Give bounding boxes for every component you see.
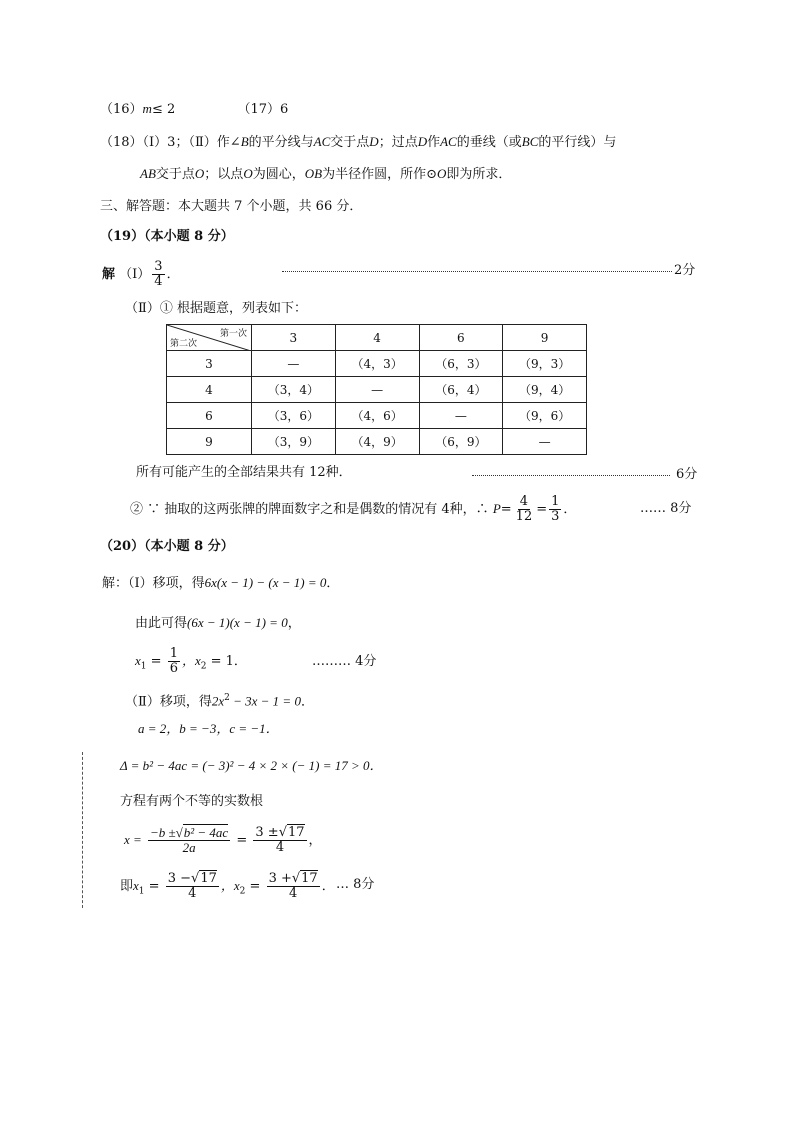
table-cell: （6，3） (419, 351, 503, 377)
table-cell: （4，3） (335, 351, 419, 377)
t: ． (563, 502, 577, 517)
num: 1 (551, 494, 560, 509)
q20-roots-part1 (135, 646, 247, 682)
t: 交于点 (330, 135, 370, 150)
question-19-title: （19）（本小题 8 分） (100, 229, 234, 244)
table-row (167, 403, 587, 429)
answer-17: （17）6 (237, 102, 289, 117)
den: 4 (275, 840, 285, 855)
table-cell: （9，3） (503, 351, 587, 377)
table-header-cell: 4 (335, 325, 419, 351)
table-row (167, 377, 587, 403)
t: 由此可得 (135, 616, 188, 631)
score-4: ……… 4分 (312, 654, 377, 669)
t: 的平分线与 (248, 135, 314, 150)
den: 2a (182, 840, 196, 855)
table-cell: （3，4） (252, 377, 336, 403)
table-header-cell: 9 (503, 325, 587, 351)
margin-dash-line (82, 752, 83, 908)
num: −b ±√b² − 4ac (149, 825, 229, 840)
t: ；以点 (204, 167, 244, 182)
t: 2x (211, 693, 225, 709)
q20-formula (124, 822, 322, 859)
row-head: 6 (167, 403, 252, 429)
dot-leader (472, 475, 670, 476)
t: = (150, 654, 162, 669)
q20-part2-line1 (125, 689, 314, 711)
fraction-root1 (166, 872, 219, 901)
table-cell: （6，9） (419, 429, 503, 455)
t: 的垂线（或 (456, 135, 522, 150)
t: （18）（Ⅰ）3；（Ⅱ）作∠ (100, 135, 241, 150)
t: = (249, 879, 261, 894)
t: 3 + (268, 871, 292, 886)
t: −b ± (149, 825, 176, 840)
t: = (148, 879, 160, 894)
q19-part2-intro: （Ⅱ）① 根据题意，列表如下： (125, 301, 307, 316)
row-head: 4 (167, 377, 252, 403)
t: x (133, 878, 139, 893)
t: （Ⅱ）移项，得 (125, 694, 212, 710)
t: ． (300, 694, 314, 710)
jie-label: 解 (102, 267, 116, 282)
q20-line1 (102, 574, 339, 593)
t: OB (304, 166, 323, 181)
table-row (167, 429, 587, 455)
t: AB (140, 166, 156, 181)
answer-16-var: m (142, 101, 152, 116)
t: = 1． (210, 654, 247, 669)
t: D (369, 134, 379, 149)
t: BC (521, 134, 539, 149)
t: ． (326, 576, 340, 591)
t: 为圆心， (252, 167, 305, 182)
score-2: 2分 (674, 263, 696, 278)
t: = (236, 833, 248, 848)
question-20-title: （20）（本小题 8 分） (100, 539, 234, 554)
q19-part2-conclusion (130, 494, 576, 525)
fraction-1-6 (168, 647, 180, 676)
t: O (436, 166, 447, 181)
fraction-1-3 (549, 495, 561, 524)
corner-bottom-label: 第二次 (170, 339, 198, 349)
answer-16-label: （16） (100, 102, 143, 117)
fraction-root2 (267, 872, 320, 901)
answer-18-line2 (140, 165, 511, 184)
fraction-3-pm-sqrt17 (253, 826, 306, 855)
answer-16-value: ≤ 2 (151, 102, 176, 117)
t: P (492, 501, 501, 516)
den: 3 (551, 509, 560, 524)
table-cell: — (419, 403, 503, 429)
outcome-table (166, 324, 587, 455)
q20-line2 (135, 614, 301, 633)
row-head: 9 (167, 429, 252, 455)
t: 17 (287, 825, 305, 840)
row-head: 3 (167, 351, 252, 377)
t: 17 (301, 871, 318, 886)
den: 6 (169, 661, 178, 676)
t: 3 − (167, 871, 192, 886)
den: 4 (188, 886, 197, 901)
t: 即 (120, 879, 134, 894)
den: 12 (515, 509, 533, 524)
table-cell: （4，9） (335, 429, 419, 455)
corner-top-label: 第一次 (219, 329, 247, 339)
t: ， (308, 833, 322, 848)
table-header-cell: 3 (252, 325, 336, 351)
dot-leader (282, 271, 672, 272)
t: = (500, 502, 512, 517)
t: ② ∵ 抽取的这两张牌的牌面数字之和是偶数的情况有 4种，∴ (130, 502, 489, 517)
table-cell: （9，4） (503, 377, 587, 403)
t: 3 ± (255, 825, 279, 840)
section-3-heading: 三、解答题：本大题共 7 个小题，共 66 分． (100, 199, 363, 214)
t: − 3x − 1 = 0 (229, 693, 301, 709)
t: 1 (138, 886, 145, 897)
num: 3 ±√17 (255, 825, 305, 840)
t: O (194, 166, 205, 181)
t: AC (440, 134, 457, 149)
q19-part1 (102, 260, 180, 289)
equation: 6x(x − 1) − (x − 1) = 0 (204, 575, 327, 590)
table-header-cell: 6 (419, 325, 503, 351)
table-row (167, 351, 587, 377)
table-cell: （9，6） (503, 403, 587, 429)
all-results-text: 所有可能产生的全部结果共有 12种． (136, 465, 352, 480)
t: 17 (200, 871, 217, 886)
den: 4 (154, 274, 163, 289)
fraction-4-12 (514, 495, 535, 524)
table-cell: （3，9） (252, 429, 336, 455)
t: 2 (224, 693, 230, 703)
score-6: 6分 (676, 467, 698, 482)
t: b² − 4ac (183, 825, 229, 840)
num: 1 (169, 646, 178, 661)
answer-16-17 (100, 100, 288, 119)
t: 2 (200, 661, 207, 672)
t: 交于点 (155, 167, 195, 182)
t: 解：（Ⅰ）移项，得 (102, 576, 205, 591)
t: O (243, 166, 253, 181)
num: 3 (154, 259, 163, 274)
t: 1 (140, 661, 147, 672)
q20-abc: a = 2，b = −3，c = −1． (138, 721, 279, 736)
table-corner-cell (167, 325, 252, 351)
t: ． (166, 267, 180, 282)
answer-18-line1 (100, 133, 616, 152)
q20-final-roots (120, 868, 335, 910)
table-cell: （3，6） (252, 403, 336, 429)
den: 4 (288, 886, 298, 901)
t: = (536, 502, 548, 517)
t: ；过点 (378, 135, 418, 150)
t: B (240, 134, 249, 149)
fraction-3-4 (152, 260, 164, 289)
q20-discriminant: Δ = b² − 4ac = (− 3)² − 4 × 2 × (− 1) = 17 > 0． (120, 758, 383, 773)
table-cell: （4，6） (335, 403, 419, 429)
t: 即为所求． (446, 167, 512, 182)
t: ， (287, 616, 301, 631)
t: 2 (239, 886, 246, 897)
table-cell: — (335, 377, 419, 403)
table-cell: — (252, 351, 336, 377)
equation: (6x − 1)(x − 1) = 0 (187, 615, 288, 630)
table-header-row (167, 325, 587, 351)
t: AC (313, 134, 331, 149)
t: ． (321, 879, 335, 894)
t: D (417, 134, 428, 149)
part-label: （Ⅰ） (119, 267, 151, 282)
table-cell: — (503, 429, 587, 455)
num: 3 +√17 (268, 871, 318, 886)
num: 3 −√17 (167, 871, 217, 886)
score-8b: … 8分 (336, 877, 375, 892)
t: 为半径作圆，所作⊙ (322, 167, 437, 182)
t: x = (124, 832, 142, 847)
t: ，x (181, 653, 201, 668)
t: 的平行线）与 (538, 135, 617, 150)
q20-roots-text: 方程有两个不等的实数根 (120, 794, 264, 809)
quadratic-formula (148, 826, 230, 855)
table-cell: （6，4） (419, 377, 503, 403)
t: ，x (220, 878, 240, 893)
t: x (135, 653, 141, 668)
score-8a: …… 8分 (640, 501, 692, 516)
num: 4 (519, 494, 529, 509)
t: 作 (427, 135, 441, 150)
